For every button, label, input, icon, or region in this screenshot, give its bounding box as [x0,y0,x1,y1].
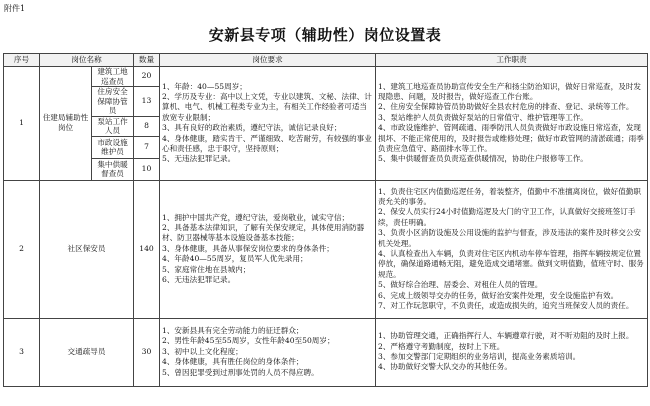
attachment-label: 附件1 [4,4,26,13]
sub-position-label: 建筑工地巡查员 [92,67,134,87]
requirement-item: 3、初中以上文化程度； [162,346,243,356]
row-position-name: 交通疏导员 [40,318,134,386]
duty-item: 4、市政设施维护、管网疏通、雨季防汛人员负责做好市政设施日常巡查，发现损坏、不能正常使用的，及时报告或维修处理；做好市政管网的清淤疏通；雨季负责应急值守、路面排水等工作。 [378,123,644,154]
requirement-item: 1、安新县具有完全劳动能力的征迁群众； [162,325,304,335]
table-row [4,180,648,318]
sub-position-count: 7 [134,136,160,158]
requirement-item: 5、无违法犯罪记录。 [162,154,236,164]
duty-item: 5、做好综合治理、居委会、对租住人员的管理。 [378,280,543,290]
requirement-item: 4、身体健康，具有胜任岗位的身体条件； [162,357,304,367]
duty-item: 3、泵站维护人员负责做好泵站的日常值守、维护管理等工作。 [378,112,588,122]
sub-position-count: 13 [134,87,160,117]
requirement-item: 2、学历及专业：高中以上文凭，专业以建筑、文秘、法律、计算机、电气、机械工程类专业为主，有相关工作经验者可适当放宽专业限制； [162,92,372,122]
duty-item: 1、协助管理交通，正确指挥行人、车辆遵章行驶，对不听劝阻的及时上报。 [378,331,634,341]
duty-item: 3、参加交警部门定期组织的业务培训，提高业务素质培训。 [378,352,581,361]
requirement-item: 4、身体健康，踏实肯干、严谨细致、吃苦耐劳，有较强的事业心和责任感，忠于职守，坚持原则； [162,133,372,154]
row-duties [376,67,648,181]
table-row [4,318,648,386]
table-row [4,67,648,87]
row-seq: 1 [4,67,40,181]
sub-position-label: 集中供暖督查员 [92,158,134,180]
row-duties [376,318,648,386]
header-requirements: 岗位要求 [160,54,376,67]
requirement-item: 5、曾因犯罪受到过刑事处罚的人员不得应聘。 [162,367,319,377]
page-title: 安新县专项（辅助性）岗位设置表 [208,26,442,44]
requirement-item: 1、拥护中国共产党，遵纪守法，爱岗敬业，诚实守信； [162,212,350,222]
header-duties: 工作职责 [376,54,648,67]
requirement-item: 6、无违法犯罪记录。 [162,275,236,285]
duty-item: 1、建筑工地巡查员协助宣传安全生产和扬尘防治知识，做好日常巡查，及时发现隐患、问题，及时报告，做好巡查工作台账。 [378,81,642,102]
sub-position-count: 8 [134,116,160,136]
row-position-name: 社区保安员 [40,180,134,318]
duty-item: 3、负责小区消防设施及公用设施的监护与督查，涉及违法的案件及时移交公安机关处理。 [378,228,642,248]
sub-position-label: 住房安全保障协管员 [92,87,134,117]
row-requirements [160,180,376,318]
header-count: 数量 [134,54,160,67]
requirement-item: 4、年龄40—55周岁，复员军人优先录用； [162,254,308,264]
duty-item: 5、集中供暖督查员负责巡查供暖情况，协助住户报修等工作。 [378,154,588,164]
duty-item: 1、负责住宅区内值勤巡逻任务，着装整齐，值勤中不准擅离岗位，做好值勤职责允关的事务。 [378,186,642,206]
requirement-item: 5、家庭常住地在县城内； [162,264,251,274]
requirement-item: 2、男性年龄45至55周岁，女性年龄40至50周岁； [162,336,335,346]
header-seq: 序号 [4,54,40,67]
row-count: 30 [134,318,160,386]
header-row [4,54,648,67]
duty-item: 7、对工作玩忽职守，不负责任，或造成损失的，追究当班保安人员的责任。 [378,301,634,311]
sub-position-label: 市政设施维护员 [92,136,134,158]
row-count: 140 [134,180,160,318]
row-seq: 3 [4,318,40,386]
row-requirements [160,318,376,386]
requirement-item: 3、身体健康，具备从事保安岗位要求的身体条件； [162,243,334,253]
row-position-name: 住建局辅助性岗位 [40,67,92,181]
requirement-item: 1、年龄：40—55周岁； [162,81,247,91]
position-table [3,53,648,387]
duty-item: 4、协助做好交警大队交办的其他任务。 [378,362,512,372]
requirement-item: 2、具备基本法律知识，了解有关保安规定，具体使用消防器材、防卫器械等基本设施设备基本技能； [162,222,365,243]
duty-item: 4、认真检查出入车辆，负责对住宅区内机动车停车管理，指挥车辆按规定位置停放，确保道路通畅无阻，避免造成交通堵塞。做到文明值勤，值班守时、服务规范。 [378,249,644,279]
row-duties [376,180,648,318]
requirement-item: 3、具有良好的政治素质，遵纪守法，诚信记录良好； [162,123,342,133]
duty-item: 2、保安人员实行24小时值勤巡逻及大门的守卫工作，认真做好交接班签订手续，责任明确。 [378,207,636,227]
sub-position-label: 泵站工作人员 [92,116,134,136]
duty-item: 2、住房安全保障协管员协助做好全县农村危房的排查、登记、录统等工作。 [378,102,634,112]
header-position: 岗位名称 [40,54,134,67]
sub-position-count: 20 [134,67,160,87]
row-requirements [160,67,376,181]
row-seq: 2 [4,180,40,318]
duty-item: 6、完成上级领导交办的任务，做好治安案件处理，安全设施监护有效。 [378,290,619,300]
duty-item: 2、严格遵守考勤制度，按时上下班。 [378,341,505,351]
sub-position-count: 10 [134,158,160,180]
